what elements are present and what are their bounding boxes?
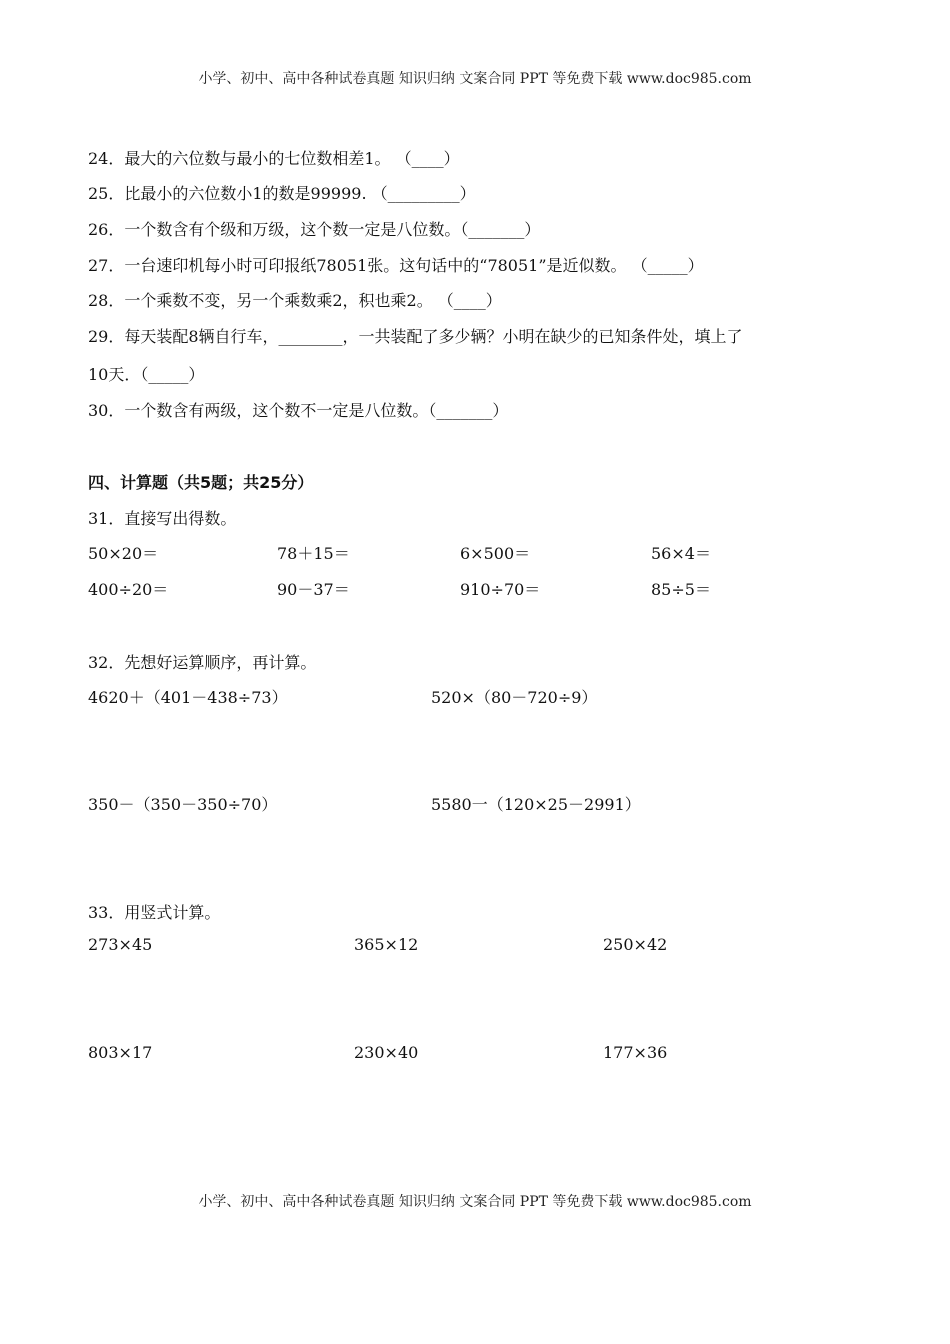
question-32-prompt: 32．先想好运算顺序，再计算。: [88, 653, 317, 672]
q33-item: 177×36: [603, 1043, 668, 1062]
q31-item: 50×20＝: [88, 544, 159, 563]
q33-item: 365×12: [354, 935, 419, 954]
question-29: 29．每天装配8辆自行车，________，一共装配了多少辆？小明在缺少的已知条件处，填上了: [88, 327, 743, 346]
q31-item: 78＋15＝: [277, 544, 350, 563]
q33-item: 230×40: [354, 1043, 419, 1062]
section-title: 四、计算题（共5题；共25分）: [88, 473, 314, 492]
question-28: 28．一个乘数不变，另一个乘数乘2，积也乘2。 （____）: [88, 291, 502, 310]
question-33-prompt: 33．用竖式计算。: [88, 903, 221, 922]
q33-item: 273×45: [88, 935, 153, 954]
q31-item: 85÷5＝: [651, 580, 711, 599]
q32-item: 5580一（120×25－2991）: [431, 795, 641, 814]
q32-item: 4620＋（401－438÷73）: [88, 688, 288, 707]
question-30: 30．一个数含有两级，这个数不一定是八位数。（_______）: [88, 401, 509, 420]
q31-item: 6×500＝: [460, 544, 531, 563]
q31-item: 400÷20＝: [88, 580, 169, 599]
q33-item: 803×17: [88, 1043, 153, 1062]
page-footer: 小学、初中、高中各种试卷真题 知识归纳 文案合同 PPT 等免费下载 www.doc985.com: [198, 1194, 752, 1210]
q31-item: 90－37＝: [277, 580, 350, 599]
page-header: 小学、初中、高中各种试卷真题 知识归纳 文案合同 PPT 等免费下载 www.doc985.com: [198, 71, 752, 87]
question-24: 24．最大的六位数与最小的七位数相差1。 （____）: [88, 149, 460, 168]
q32-item: 520×（80－720÷9）: [431, 688, 598, 707]
question-26: 26．一个数含有个级和万级，这个数一定是八位数。（_______）: [88, 220, 541, 239]
q31-item: 910÷70＝: [460, 580, 541, 599]
question-31-prompt: 31．直接写出得数。: [88, 509, 237, 528]
question-27: 27．一台速印机每小时可印报纸78051张。这句话中的“78051”是近似数。 （_____）: [88, 256, 704, 275]
q31-item: 56×4＝: [651, 544, 711, 563]
question-29-continued: 10天．（_____）: [88, 365, 205, 384]
question-25: 25．比最小的六位数小1的数是99999. （_________）: [88, 184, 476, 203]
q33-item: 250×42: [603, 935, 668, 954]
q32-item: 350－（350－350÷70）: [88, 795, 278, 814]
